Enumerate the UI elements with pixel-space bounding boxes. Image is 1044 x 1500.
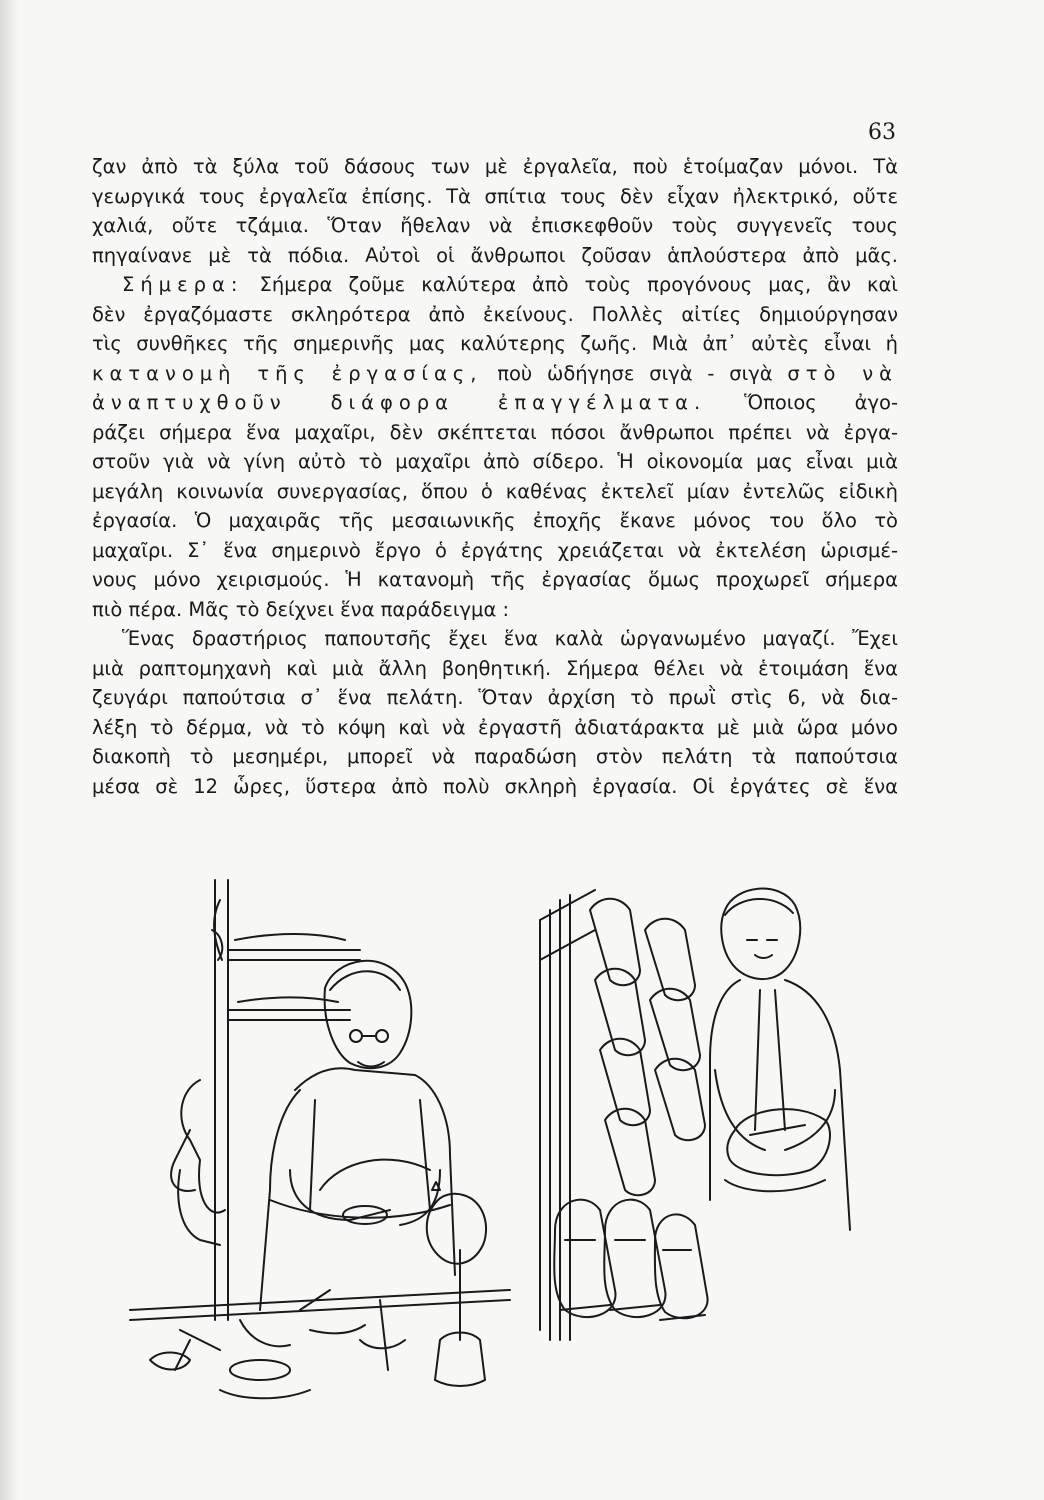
- text-span: Ὅποιος ἀγο-: [744, 391, 899, 414]
- paragraph-1: [92, 152, 898, 270]
- text-line: [92, 388, 898, 418]
- paragraph-3: [92, 624, 898, 801]
- text-line: [92, 359, 898, 389]
- text-line: χαλιά, οὔτε τζάμια. Ὅταν ἤθελαν νὰ ἐπισκεφθοῦν τοὺς συγγενεῖς τους: [92, 214, 898, 237]
- text-line: μαχαῖρι. Σ᾽ ἕνα σημερινὸ ἔργο ὁ ἐργάτης χρειάζεται νὰ ἐκτελέση ὡρισμέ-: [92, 538, 898, 562]
- text-line: νους μόνο χειρισμούς. Ἡ κατανομὴ τῆς ἐργασίας ὅμως προχωρεῖ σήμερα: [92, 568, 898, 591]
- text-line: μέσα σὲ 12 ὧρες, ὕστερα ἀπὸ πολὺ σκληρὴ ἐργασία. Οἱ ἐργάτες σὲ ἕνα: [92, 774, 898, 798]
- text-line: πιὸ πέρα. Μᾶς τὸ δείχνει ἕνα παράδειγμα :: [92, 597, 510, 621]
- factory-worker-illustration: [535, 870, 905, 1430]
- spaced-lead: Σήμερα:: [122, 273, 244, 296]
- text-line: [92, 270, 898, 300]
- text-line: ζαν ἀπὸ τὰ ξύλα τοῦ δάσους των μὲ ἐργαλεῖα, ποὺ ἑτοίμαζαν μόνοι. Τὰ: [92, 155, 898, 178]
- shoemaker-illustration: [120, 870, 520, 1430]
- text-line: στοῦν γιὰ νὰ γίνη αὐτὸ τὸ μαχαῖρι ἀπὸ σίδερο. Ἡ οἰκονομία μας εἶναι μιὰ: [92, 450, 898, 473]
- paragraph-2: [92, 270, 898, 624]
- text-line: λέξη τὸ δέρμα, νὰ τὸ κόψη καὶ νὰ ἐργαστῆ ἀδιατάρακτα μὲ μιὰ ὥρα μόνο: [92, 715, 898, 739]
- spaced-emphasis: στὸ νὰ: [787, 361, 898, 385]
- page-number: 63: [868, 120, 896, 145]
- text-line: δὲν ἐργαζόμαστε σκληρότερα ἀπὸ ἐκείνους. Πολλὲς αἰτίες δημιούργησαν: [92, 302, 898, 326]
- text-line: ζευγάρι παπούτσια σ᾽ ἕνα πελάτη. Ὅταν ἀρχίση τὸ πρωῒ στὶς 6, νὰ δια-: [92, 686, 898, 709]
- text-line: τὶς συνθῆκες τῆς σημερινῆς μας καλύτερης ζωῆς. Μιὰ ἀπ᾽ αὐτὲς εἶναι ἡ: [92, 332, 898, 355]
- body-text: [92, 152, 898, 801]
- text-line: διακοπὴ τὸ μεσημέρι, μπορεῖ νὰ παραδώση στὸν πελάτη τὰ παπούτσια: [92, 745, 898, 768]
- text-line: μιὰ ραπτομηχανὴ καὶ μιὰ ἄλλη βοηθητική. Σήμερα θέλει νὰ ἑτοιμάση ἕνα: [92, 656, 898, 680]
- spaced-emphasis: κατανομὴ τῆς ἐργασίας,: [92, 361, 483, 385]
- spaced-emphasis: ἀναπτυχθοῦν διάφορα ἐπαγγέλματα.: [92, 391, 707, 414]
- text-line: γεωργικά τους ἐργαλεῖα ἐπίσης. Τὰ σπίτια τους δὲν εἶχαν ἠλεκτρικό, οὔτε: [92, 184, 898, 208]
- text-line: πηγαίνανε μὲ τὰ πόδια. Αὐτοὶ οἱ ἄνθρωποι ζοῦσαν ἁπλούστερα ἀπὸ μᾶς.: [92, 243, 898, 267]
- text-line: μεγάλη κοινωνία συνεργασίας, ὅπου ὁ καθένας ἐκτελεῖ μίαν ἐντελῶς εἰδικὴ: [92, 479, 898, 503]
- page-edge: [0, 0, 18, 1500]
- text-span: ποὺ ὡδήγησε σιγὰ - σιγὰ: [497, 361, 773, 385]
- text-line: ἐργασία. Ὁ μαχαιρᾶς τῆς μεσαιωνικῆς ἐποχῆς ἔκανε μόνος του ὅλο τὸ: [92, 509, 898, 532]
- text-line: ράζει σήμερα ἕνα μαχαῖρι, δὲν σκέπτεται πόσοι ἄνθρωποι πρέπει νὰ ἐργα-: [92, 420, 898, 444]
- text-span: Σήμερα ζοῦμε καλύτερα ἀπὸ τοὺς προγόνους μας, ἂν καὶ: [259, 273, 898, 296]
- text-line: Ἕνας δραστήριος παπουτσῆς ἔχει ἕνα καλὰ ὡργανωμένο μαγαζί. Ἔχει: [122, 627, 898, 650]
